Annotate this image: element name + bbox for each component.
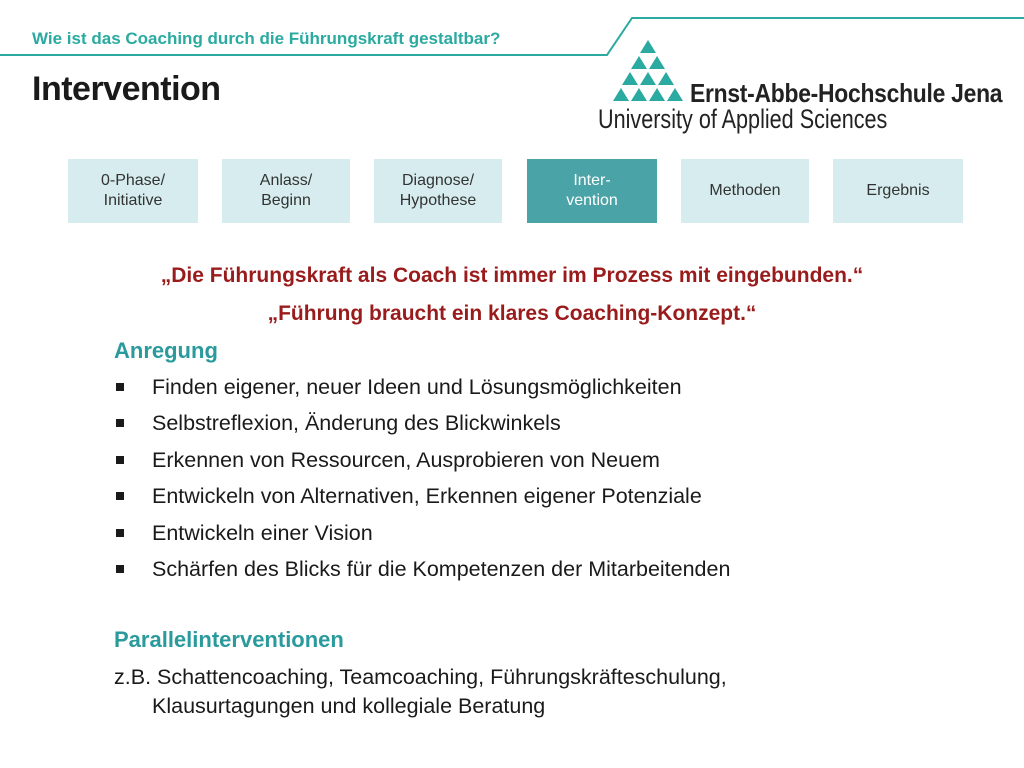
parallel-line-2: Klausurtagungen und kollegiale Beratung [152,694,546,718]
bullet-square-icon [116,565,124,573]
list-item: Erkennen von Ressourcen, Ausprobieren von Neuem [114,445,730,481]
list-item: Entwickeln von Alternativen, Erkennen eigener Potenziale [114,481,730,517]
header-title: Wie ist das Coaching durch die Führungskraft gestaltbar? [32,29,501,48]
list-item: Schärfen des Blicks für die Kompetenzen der Mitarbeitenden [114,554,730,590]
phase-anlass: Anlass/ Beginn [222,159,350,223]
list-item: Entwickeln einer Vision [114,518,730,554]
list-item: Finden eigener, neuer Ideen und Lösungsmöglichkeiten [114,372,730,408]
bullet-square-icon [116,383,124,391]
phase-methoden: Methoden [681,159,809,223]
bullet-square-icon [116,529,124,537]
page-title: Intervention [32,70,221,108]
quote-1: „Die Führungskraft als Coach ist immer im Prozess mit eingebunden.“ [160,264,864,287]
phase-diagnose: Diagnose/ Hypothese [374,159,502,223]
logo-name: Ernst-Abbe-Hochschule Jena [690,78,1003,108]
header-bar [0,0,1024,70]
parallel-heading: Parallelinterventionen [114,627,344,652]
phase-ergebnis: Ergebnis [833,159,963,223]
quote-2: „Führung braucht ein klares Coaching-Konzept.“ [267,302,757,325]
parallel-text [114,663,894,721]
phase-intervention: Inter- vention [527,159,657,223]
triangle-logo-icon [608,40,688,104]
anregung-list [114,372,730,590]
bullet-square-icon [116,456,124,464]
list-item: Selbstreflexion, Änderung des Blickwinkels [114,408,730,444]
bullet-square-icon [116,419,124,427]
phase-initiative: 0-Phase/ Initiative [68,159,198,223]
bullet-square-icon [116,492,124,500]
logo-subtitle: University of Applied Sciences [598,104,888,134]
parallel-line-1: z.B. Schattencoaching, Teamcoaching, Führungskräfteschulung, [114,665,727,689]
anregung-heading: Anregung [114,338,218,363]
